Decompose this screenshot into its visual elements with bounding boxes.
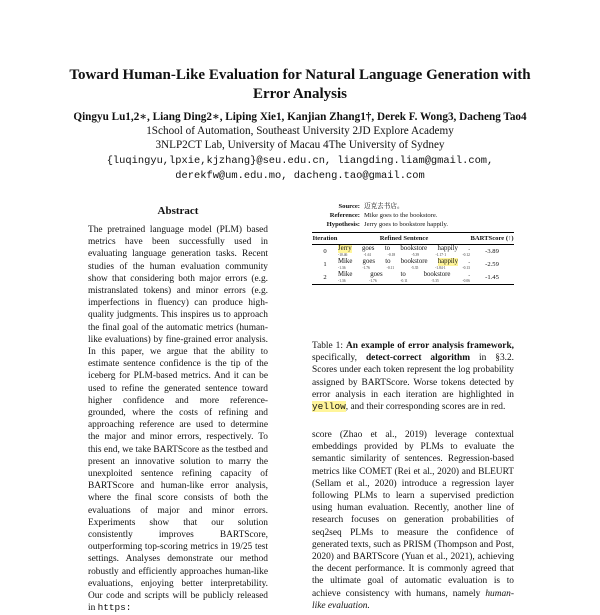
caption-text-1: specifically,: [312, 353, 357, 364]
token-score: -5.35: [410, 266, 419, 270]
hypothesis-label: Hypothesis:: [326, 221, 360, 228]
abstract-heading: Abstract: [157, 205, 199, 217]
reference-value: Mike goes to the bookstore.: [364, 212, 438, 219]
reference-row: [312, 211, 514, 220]
token-score: -1.36: [338, 279, 346, 283]
token-word: bookstore: [423, 271, 451, 278]
refined-cell: [338, 271, 470, 285]
token-score: -0.18: [387, 253, 396, 257]
token-word: bookstore: [400, 245, 428, 252]
reference-label: Reference:: [329, 212, 360, 219]
token-word: Jerry: [338, 245, 352, 252]
token-score: -1.76: [362, 266, 370, 270]
right-body-italic: human-like evaluation.: [312, 588, 514, 611]
token-score: -0.13: [462, 266, 470, 270]
token-word: to: [384, 245, 391, 252]
caption-text-2: in §3.2. Scores under each token represent the log probability assigned by BARTScore. Worse tokens detected by error analysis in each iteration are highlighted in: [312, 353, 515, 400]
token-score: -1.84·1: [435, 266, 446, 270]
figure-table-1: [312, 202, 514, 285]
token-score: -5.39: [411, 253, 420, 257]
table-row: [312, 258, 514, 271]
token-word: .: [468, 258, 470, 265]
affiliation-line-1: 1School of Automation, Southeast University 2JD Explore Academy: [146, 125, 454, 137]
caption-label: Table 1:: [312, 341, 343, 351]
affiliation-line-2: 3NLP2CT Lab, University of Macau 4The University of Sydney: [155, 139, 445, 151]
caption-bold-2: detect-correct algorithm: [365, 353, 471, 364]
token-score: -10.46: [338, 253, 348, 257]
abstract-text: The pretrained language model (PLM) based metrics have been successfully used in evaluating language generation tasks. Recent studies of the human evaluation community show that considering both major errors (e.g. mistranslated tokens) and minor errors (e.g. imperfections in fluency) can produce high-quality judgments. This inspires us to approach the final goal of the automatic metrics (human-like evaluations) by fine-grained error analysis. In this paper, we argue that the ability to estimate sentence confidence is the tip of the iceberg for PLM-based metrics. And it can be used to refine the generated sentence toward higher confidence and more reference-grounded, where the costs of refining and approaching reference are used to determine the major and minor errors, respectively. To this end, we take BARTScore as the testbed and present an innovative solution to marry the unexploited sentence refining capacity of BARTScore and human-like error analysis, where the final score consists of both the evaluations of major and minor errors. Experiments show that our solution consistently improves BARTScore, outperforming top-scoring metrics in 19/25 test settings. Analyses demonstrate our method robustly and efficiently approaches human-like evaluations, enjoying better interpretability. Our code and scripts will be publicly released in: [88, 225, 268, 614]
title-line-1: Toward Human-Like Evaluation for Natural Language Generation with: [69, 67, 531, 83]
right-body-text: score (Zhao et al., 2019) leverage contextual embeddings provided by PLMs to evaluate the semantic similarity of sentences. Regression-based metrics like COMET (Rei et al., 2020) and BLEURT (Sellam et al., 2020) introduce a regression layer following PLMs to learn a supervised prediction using human evaluation. Recently, another line of research focuses on generation probabilities of seq2seq PLMs to measure the confidence of generated texts, such as PRISM (Thompson and Post, 2020) and BARTScore (Yuan et al., 2021), achieving the decent performance. It is commonly agreed that the ultimate goal of automatic evaluation is to achieve consistency with humans, namely: [312, 430, 514, 599]
token-score: -1.76: [369, 279, 377, 283]
token-score: -1.17·1: [435, 253, 447, 257]
source-label: Source:: [338, 203, 360, 210]
table-row: [312, 245, 514, 259]
col-refined-header: Refined Sentence: [338, 233, 470, 245]
email-line-2[interactable]: derekfw@um.edu.mo, dacheng.tao@gmail.com: [175, 170, 425, 182]
abstract-url-start[interactable]: https:: [97, 602, 132, 614]
error-analysis-table: [312, 232, 514, 285]
paper-title: [40, 66, 560, 104]
token-word: happily: [437, 258, 459, 265]
example-source-block: [312, 202, 514, 229]
source-value: 迈克去书店。: [364, 203, 404, 210]
caption-text-3: , and their corresponding scores are in red.: [345, 402, 506, 413]
token-word: to: [400, 271, 406, 278]
token-word: to: [385, 258, 391, 265]
author-list: Qingyu Lu1,2∗, Liang Ding2∗, Liping Xie1, Kanjian Zhang1†, Derek F. Wong3, Dacheng Tao4: [73, 111, 527, 123]
iteration-cell: 0: [323, 248, 327, 255]
table-caption: [312, 340, 514, 413]
refined-cell: [338, 258, 470, 271]
refined-cell: [338, 245, 470, 259]
token-score: -0.11: [386, 266, 395, 270]
table-header-row: [312, 233, 514, 245]
token-word: goes: [361, 245, 375, 252]
token-score: -1.61: [363, 253, 372, 257]
caption-bold-1: An example of error analysis framework,: [345, 341, 514, 351]
email-line-1[interactable]: {luqingyu,lpxie,kjzhang}@seu.edu.cn, liangding.liam@gmail.com,: [106, 155, 494, 167]
token-word: goes: [362, 258, 376, 265]
hypothesis-row: [312, 220, 514, 229]
hypothesis-value: Jerry goes to bookstore happily.: [364, 221, 448, 228]
token-word: .: [468, 245, 470, 252]
col-bartscore-header: BARTScore (↑): [470, 233, 514, 245]
right-column-body: [312, 429, 514, 611]
iteration-cell: 1: [323, 261, 327, 268]
caption-highlight-word: yellow: [312, 401, 346, 413]
title-line-2: Error Analysis: [252, 86, 348, 102]
token-word: Mike: [338, 258, 353, 265]
iteration-cell: 2: [312, 271, 338, 285]
abstract-body: [88, 224, 268, 614]
bartscore-cell: -3.89: [485, 248, 499, 255]
token-word: happily: [437, 245, 458, 252]
token-score: -0.12: [462, 253, 470, 257]
bartscore-cell: -2.59: [485, 261, 499, 268]
token-score: -5.35: [431, 279, 439, 283]
token-word: .: [468, 271, 470, 278]
token-word: Mike: [338, 271, 353, 278]
bartscore-cell: -1.45: [470, 271, 514, 285]
token-score: -1.36: [338, 266, 346, 270]
source-row: [312, 202, 514, 211]
token-score: -0.11: [400, 279, 408, 283]
table-row: [312, 271, 514, 285]
token-word: bookstore: [400, 258, 428, 265]
token-word: goes: [370, 271, 383, 278]
token-score: -0.06: [462, 279, 470, 283]
col-iteration-header: Iteration: [312, 233, 338, 245]
